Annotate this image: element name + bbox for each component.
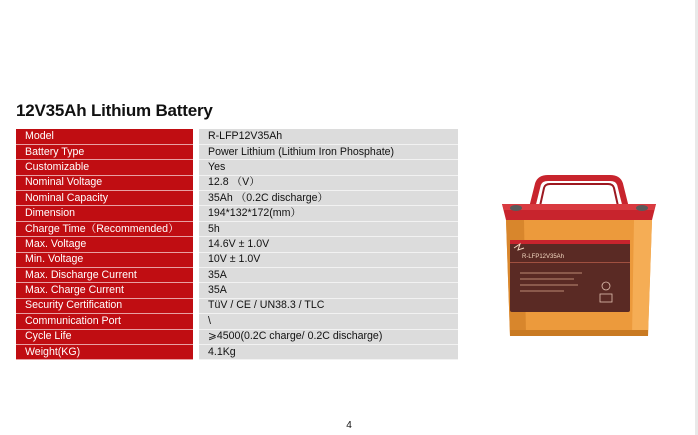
table-row [16, 129, 458, 144]
table-row [16, 221, 458, 236]
spec-value: 194*132*172(mm） [199, 206, 458, 221]
table-row [16, 175, 458, 190]
spec-label: Cycle Life [16, 329, 193, 344]
battery-handle [532, 178, 626, 208]
spec-value: 5h [199, 221, 458, 236]
table-row [16, 252, 458, 267]
table-row [16, 298, 458, 313]
spec-value: 35Ah （0.2C discharge） [199, 191, 458, 206]
spec-label: Security Certification [16, 298, 193, 313]
spec-label: Max. Voltage [16, 237, 193, 252]
spec-value: Power Lithium (Lithium Iron Phosphate) [199, 144, 458, 159]
spec-value: 14.6V ± 1.0V [199, 237, 458, 252]
table-row [16, 268, 458, 283]
table-row [16, 206, 458, 221]
spec-label: Weight(KG) [16, 344, 193, 359]
spec-label: Min. Voltage [16, 252, 193, 267]
spec-value: Yes [199, 160, 458, 175]
table-row [16, 237, 458, 252]
spec-label: Nominal Capacity [16, 191, 193, 206]
spec-label: Max. Charge Current [16, 283, 193, 298]
table-row [16, 160, 458, 175]
spec-value: 35A [199, 283, 458, 298]
spec-value: \ [199, 314, 458, 329]
spec-value: 12.8 （V） [199, 175, 458, 190]
spec-label: Customizable [16, 160, 193, 175]
battery-product-image [494, 170, 664, 340]
spec-label: Max. Discharge Current [16, 268, 193, 283]
table-row [16, 314, 458, 329]
table-row [16, 283, 458, 298]
spec-value: TüV / CE / UN38.3 / TLC [199, 298, 458, 313]
spec-label: Charge Time（Recommended） [16, 221, 193, 236]
table-row [16, 191, 458, 206]
table-row [16, 329, 458, 344]
table-row [16, 344, 458, 359]
spec-label: Battery Type [16, 144, 193, 159]
spec-label: Communication Port [16, 314, 193, 329]
page-title: 12V35Ah Lithium Battery [16, 101, 213, 120]
battery-label-text: R-LFP12V35Ah [522, 254, 565, 260]
spec-label: Nominal Voltage [16, 175, 193, 190]
battery-terminal [636, 205, 648, 211]
spec-value: 35A [199, 268, 458, 283]
table-row [16, 144, 458, 159]
spec-value: ⩾4500(0.2C charge/ 0.2C discharge) [199, 329, 458, 344]
spec-value: R-LFP12V35Ah [199, 129, 458, 144]
spec-value: 4.1Kg [199, 344, 458, 359]
battery-terminal [510, 205, 522, 211]
spec-table [16, 129, 458, 360]
spec-label: Dimension [16, 206, 193, 221]
spec-label: Model [16, 129, 193, 144]
spec-value: 10V ± 1.0V [199, 252, 458, 267]
page-number: 4 [346, 420, 352, 431]
